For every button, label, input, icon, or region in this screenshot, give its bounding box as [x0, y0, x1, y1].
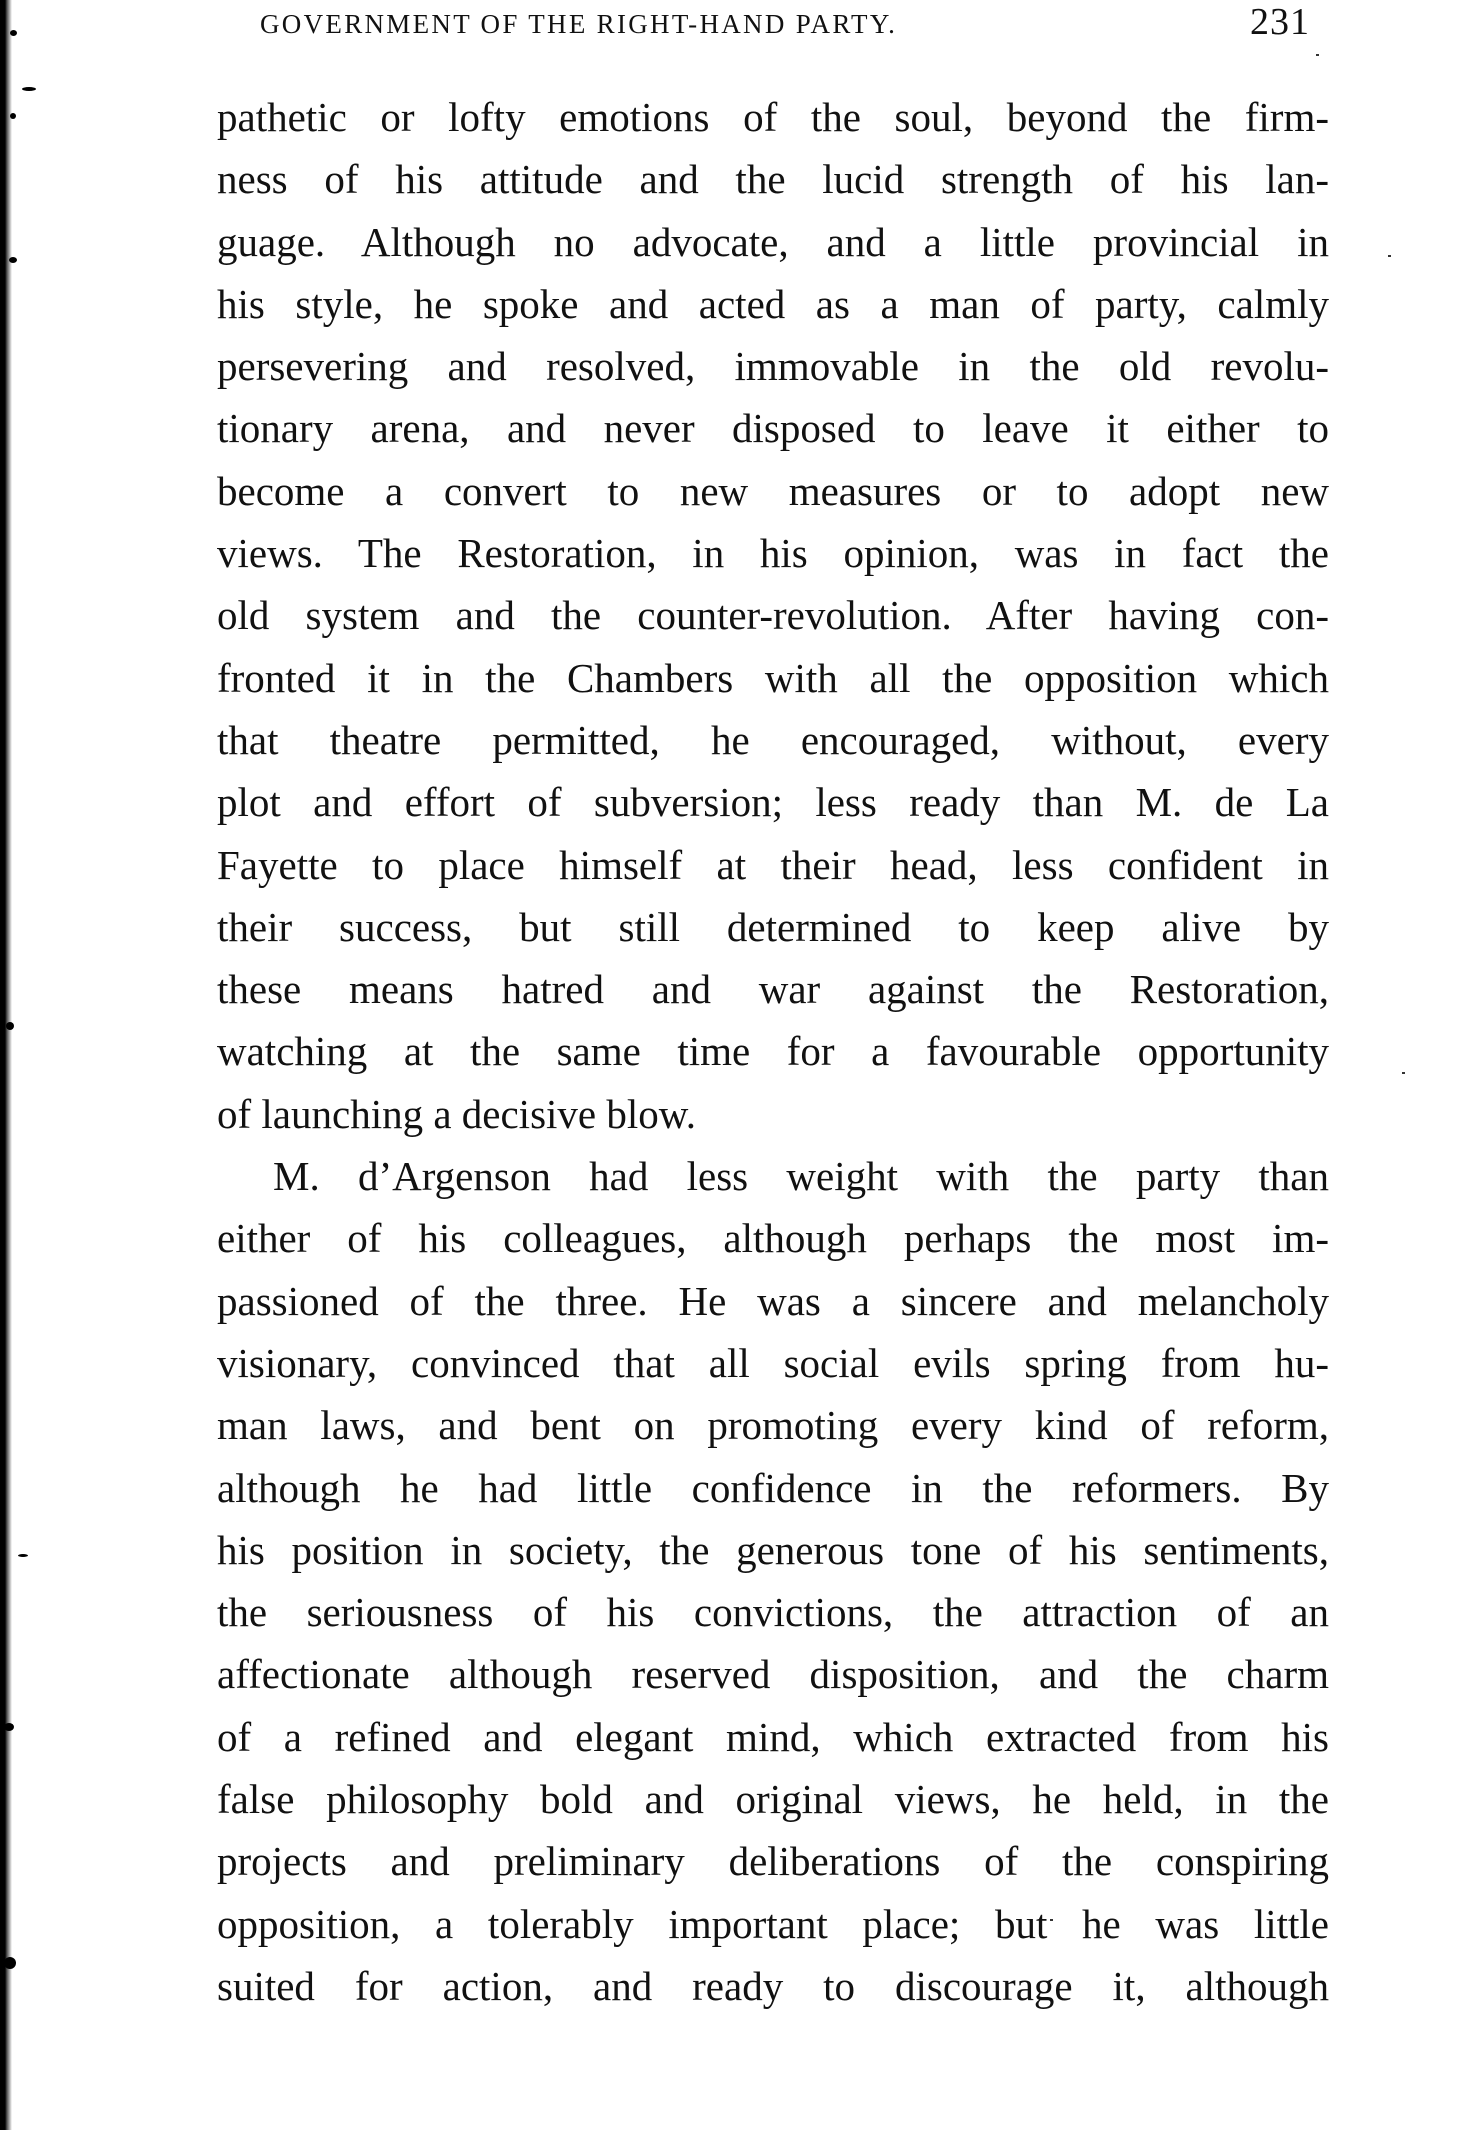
text-line: false philosophy bold and original views, he held, in the	[217, 1776, 1329, 1823]
text-line: his position in society, the generous tone of his sentiments,	[217, 1526, 1329, 1573]
text-line: visionary, convinced that all social evils spring from hu-	[217, 1339, 1329, 1386]
text-line: fronted it in the Chambers with all the opposition which	[217, 654, 1329, 701]
edge-blot	[4, 1723, 14, 1731]
edge-blot	[18, 1554, 28, 1557]
page-number: 231	[1250, 1, 1310, 43]
text-line: guage. Although no advocate, and a little provincial in	[217, 218, 1329, 265]
text-line: become a convert to new measures or to adopt new	[217, 467, 1329, 514]
edge-blot	[6, 1022, 14, 1030]
text-line: of launching a decisive blow.	[217, 1090, 696, 1137]
edge-blot	[10, 30, 17, 36]
edge-blot	[9, 257, 17, 263]
text-line: either of his colleagues, although perhaps the most im-	[217, 1215, 1329, 1262]
text-line: opposition, a tolerably important place; but he was little	[217, 1900, 1329, 1947]
text-line: man laws, and bent on promoting every kind of reform,	[217, 1402, 1329, 1449]
paper-speck	[1316, 54, 1319, 56]
text-line: that theatre permitted, he encouraged, without, every	[217, 716, 1329, 763]
body-text	[217, 86, 1329, 2017]
paper-speck	[1402, 1072, 1405, 1074]
text-line: these means hatred and war against the Restoration,	[217, 966, 1329, 1013]
text-line: his style, he spoke and acted as a man of party, calmly	[217, 280, 1329, 327]
text-line: affectionate although reserved disposition, and the charm	[217, 1651, 1329, 1698]
paragraph	[217, 86, 1329, 1145]
text-line: watching at the same time for a favourable opportunity	[217, 1028, 1329, 1075]
text-line: the seriousness of his convictions, the attraction of an	[217, 1589, 1329, 1636]
text-line: views. The Restoration, in his opinion, was in fact the	[217, 530, 1329, 577]
page-binding-edge	[0, 0, 12, 2130]
edge-blot	[4, 1957, 16, 1969]
text-line: projects and preliminary deliberations of the conspiring	[217, 1838, 1329, 1885]
text-line: tionary arena, and never disposed to leave it either to	[217, 405, 1329, 452]
edge-blot	[10, 113, 16, 119]
text-line: their success, but still determined to keep alive by	[217, 903, 1329, 950]
edge-blot	[22, 87, 36, 91]
running-head-title: GOVERNMENT OF THE RIGHT-HAND PARTY.	[260, 9, 898, 39]
text-line: M. d’Argenson had less weight with the party than	[273, 1153, 1329, 1200]
text-line: passioned of the three. He was a sincere and melancholy	[217, 1277, 1329, 1324]
text-line: of a refined and elegant mind, which extracted from his	[217, 1713, 1329, 1760]
paper-speck	[1388, 255, 1391, 257]
text-line: old system and the counter-revolution. After having con-	[217, 592, 1329, 639]
text-line: suited for action, and ready to discourage it, although	[217, 1962, 1329, 2009]
text-line: ness of his attitude and the lucid strength of his lan-	[217, 156, 1329, 203]
text-line: pathetic or lofty emotions of the soul, beyond the firm-	[217, 94, 1329, 140]
text-line: persevering and resolved, immovable in the old revolu-	[217, 343, 1329, 390]
text-line: plot and effort of subversion; less ready than M. de La	[217, 779, 1329, 826]
text-line: although he had little confidence in the reformers. By	[217, 1464, 1329, 1511]
text-line: Fayette to place himself at their head, less confident in	[217, 841, 1329, 888]
paragraph	[217, 1145, 1329, 2017]
running-head	[260, 1, 1310, 44]
